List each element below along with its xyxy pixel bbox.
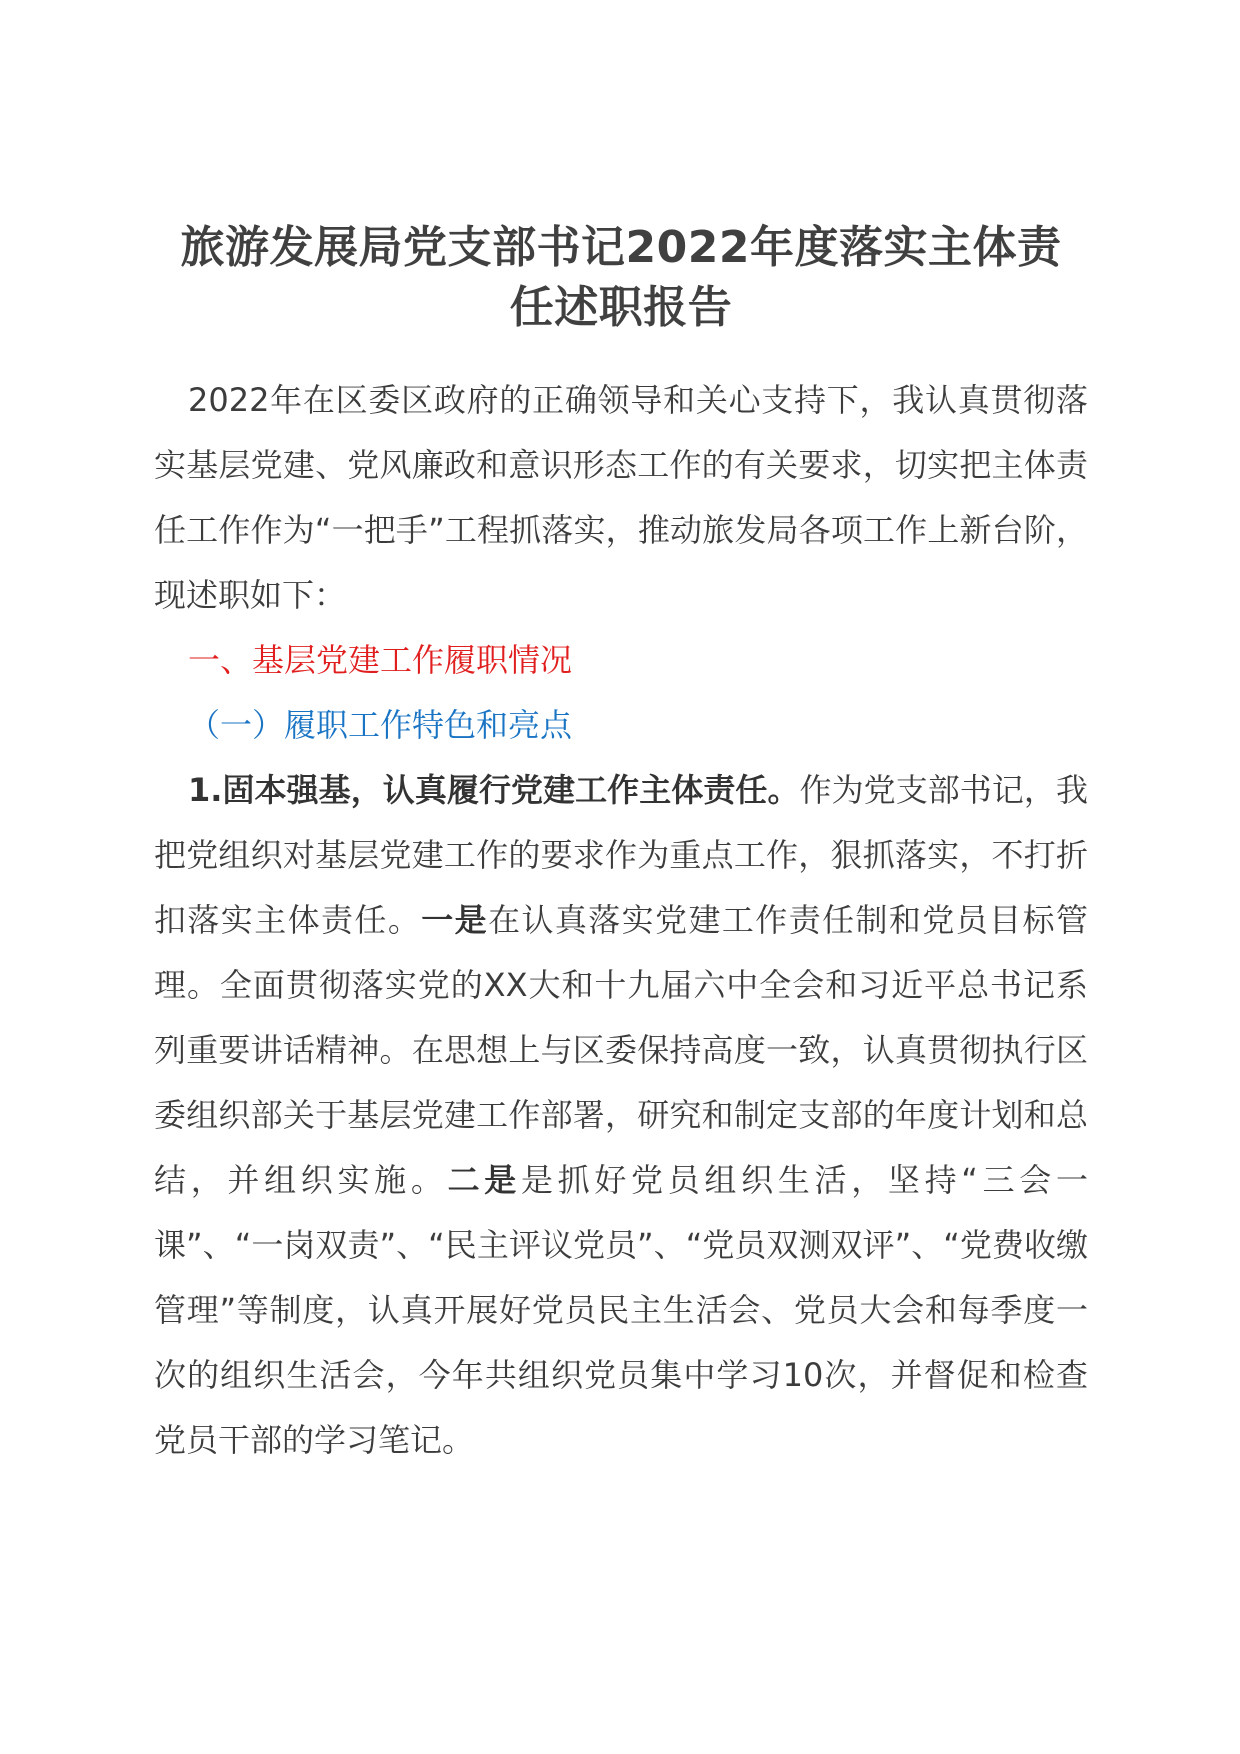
section-heading-1: 一、基层党建工作履职情况 [188, 641, 573, 679]
subsection-heading-1: （一）履职工作特色和亮点 [188, 706, 573, 744]
document-body [154, 368, 1088, 1473]
title-line-2: 任述职报告 [509, 282, 733, 333]
item-1-paragraph [154, 758, 1088, 1473]
item-1-text-b: 在认真落实党建工作责任制和党员目标管理。全面贯彻落实党的XX大和十九届六中全会和习近平总书记系列重要讲话精神。在思想上与区委保持高度一致，认真贯彻执行区委组织部关于基层党建工作部署，研究和制定支部的年度计划和总结，并组织实施。 [154, 901, 1088, 1199]
item-1-text-a: 作为党支部书记，我把党组织对基层党建工作的要求作为重点工作，狠抓落实，不打折扣落实主体责任。 [154, 771, 1088, 939]
item-1-marker-two: 二是 [447, 1161, 521, 1199]
document-title [154, 218, 1088, 338]
item-1-lead: 1.固本强基，认真履行党建工作主体责任。 [188, 771, 800, 809]
item-1-text-c: 是抓好党员组织生活，坚持“三会一课”、“一岗双责”、“民主评议党员”、“党员双测双评”、“党费收缴管理”等制度，认真开展好党员民主生活会、党员大会和每季度一次的组织生活会，今年共组织党员集中学习10次，并督促和检查党员干部的学习笔记。 [154, 1161, 1088, 1459]
item-1-marker-one: 一是 [421, 901, 489, 939]
intro-paragraph: 2022年在区委区政府的正确领导和关心支持下，我认真贯彻落实基层党建、党风廉政和意识形态工作的有关要求，切实把主体责任工作作为“一把手”工程抓落实，推动旅发局各项工作上新台阶，现述职如下： [154, 381, 1088, 614]
document-page [154, 218, 1088, 1473]
title-line-1: 旅游发展局党支部书记2022年度落实主体责 [180, 222, 1062, 273]
